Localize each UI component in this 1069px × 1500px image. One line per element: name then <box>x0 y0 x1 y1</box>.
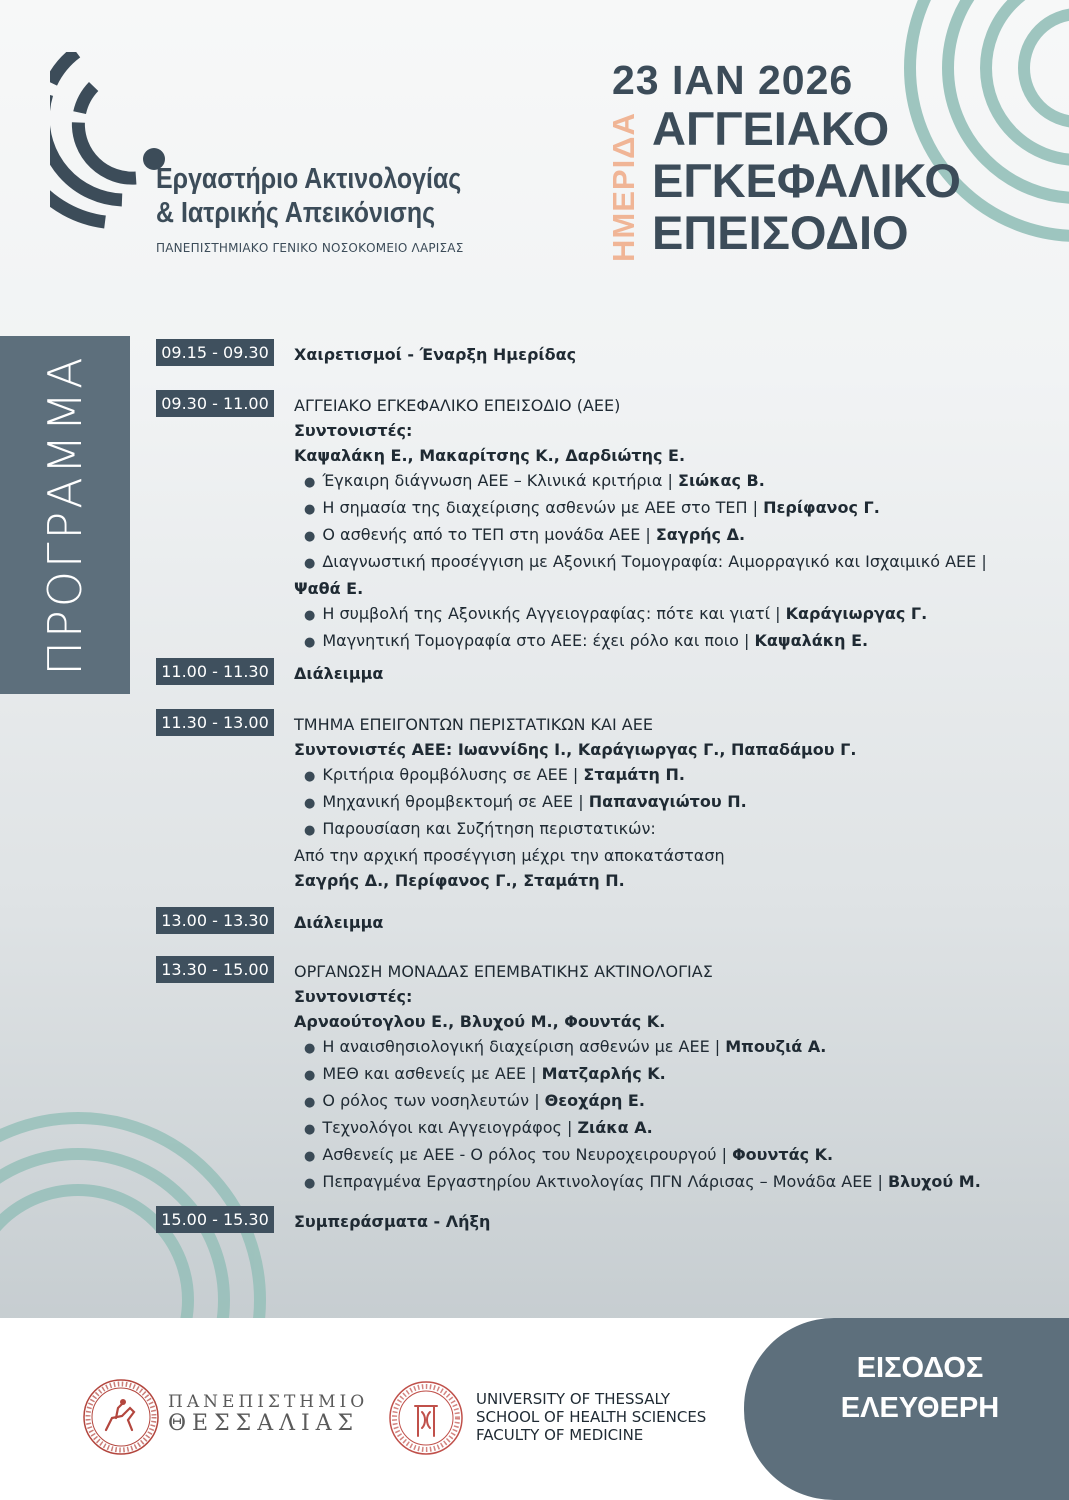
lab-name-line2: & Ιατρικής Απεικόνισης <box>156 197 436 229</box>
slot-content <box>294 1209 1054 1234</box>
talk-item <box>294 549 1054 576</box>
time-badge: 09.30 - 11.00 <box>156 390 274 417</box>
speaker-name: Σαγρής Δ. <box>655 525 746 544</box>
slot-content <box>294 342 1054 367</box>
line-text: Μαγνητική Τομογραφία στο ΑΕΕ: έχει ρόλο και ποιο | <box>322 631 755 650</box>
faculty-name-line2: SCHOOL OF HEALTH SCIENCES <box>476 1408 707 1426</box>
event-type: ΗΜΕΡΙΔΑ <box>606 112 641 262</box>
speaker-name: Σιώκας Β. <box>678 471 765 490</box>
talk-item <box>294 628 1054 655</box>
line-text: Πεπραγμένα Εργαστηρίου Ακτινολογίας ΠΓΝ Λάρισας – Μονάδα ΑΕΕ | <box>322 1172 888 1191</box>
time-badge: 15.00 - 15.30 <box>156 1206 274 1233</box>
session-line <box>294 1009 1054 1034</box>
speaker-name: Φουντάς Κ. <box>732 1145 834 1164</box>
entry-line2: ΕΛΕΥΘΕΡΗ <box>840 1392 1000 1424</box>
line-text: Έγκαιρη διάγνωση ΑΕΕ – Κλινικά κριτήρια | <box>322 471 679 490</box>
faculty-name-line1: UNIVERSITY OF THESSALY <box>476 1390 671 1408</box>
line-text: Από την αρχική προσέγγιση μέχρι την αποκατάσταση <box>294 846 725 865</box>
line-text: Ο ρόλος των νοσηλευτών | <box>322 1091 545 1110</box>
event-title-line2: ΕΓΚΕΦΑΛΙΚΟ <box>652 154 961 207</box>
talk-item <box>294 1088 1054 1115</box>
session-line <box>294 418 1054 443</box>
talk-item <box>294 1142 1054 1169</box>
talk-item <box>294 601 1054 628</box>
lab-name <box>156 162 461 230</box>
line-text: Διαγνωστική προσέγγιση με Αξονική Τομογραφία: Αιμορραγικό και Ισχαιμικό ΑΕΕ | <box>322 552 987 571</box>
speaker-name: Συμπεράσματα - Λήξη <box>294 1212 491 1231</box>
line-text: Η αναισθησιολογική διαχείριση ασθενών με ΑΕΕ | <box>322 1037 726 1056</box>
talk-item <box>294 468 1054 495</box>
university-name-line1: ΠΑΝΕΠΙΣΤΗΜΙΟ <box>168 1392 369 1412</box>
session-line <box>294 661 1054 686</box>
speaker-name: Σαγρής Δ., Περίφανος Γ., Σταμάτη Π. <box>294 871 625 890</box>
session-line <box>294 959 1054 984</box>
speaker-name: Διάλειμμα <box>294 913 384 932</box>
line-text: Κριτήρια θρομβόλυσης σε ΑΕΕ | <box>322 765 584 784</box>
speaker-name: Ματζαρλής Κ. <box>541 1064 666 1083</box>
speaker-name: Αρναούτογλου Ε., Βλυχού Μ., Φουντάς Κ. <box>294 1012 666 1031</box>
session-line <box>294 910 1054 935</box>
event-date: 23 ΙΑΝ 2026 <box>612 57 854 103</box>
session-line <box>294 342 1054 367</box>
time-badge: 09.15 - 09.30 <box>156 339 274 366</box>
event-title <box>652 103 961 259</box>
session-line <box>294 737 1054 762</box>
speaker-name: Θεοχάρη Ε. <box>544 1091 645 1110</box>
session-line <box>294 712 1054 737</box>
speaker-name: Διάλειμμα <box>294 664 384 683</box>
speaker-name: Καράγιωργας Γ. <box>785 604 928 623</box>
faculty-name <box>476 1390 706 1444</box>
line-text: Μηχανική θρομβεκτομή σε ΑΕΕ | <box>322 792 589 811</box>
session-line <box>294 868 1054 893</box>
session-line <box>294 1209 1054 1234</box>
slot-content <box>294 661 1054 686</box>
program-label: ΠΡΟΓΡΑΜΜΑ <box>38 354 92 676</box>
slot-content <box>294 959 1054 1196</box>
line-text: Παρουσίαση και Συζήτηση περιστατικών: <box>322 819 656 838</box>
speaker-name: Καψαλάκη Ε. <box>754 631 869 650</box>
talk-item <box>294 816 1054 843</box>
speaker-name: Μπουζιά Α. <box>725 1037 827 1056</box>
talk-item <box>294 762 1054 789</box>
session-line <box>294 576 1054 601</box>
session-line <box>294 393 1054 418</box>
talk-item <box>294 522 1054 549</box>
line-text: ΟΡΓΑΝΩΣΗ ΜΟΝΑΔΑΣ ΕΠΕΜΒΑΤΙΚΗΣ ΑΚΤΙΝΟΛΟΓΙΑΣ <box>294 962 713 981</box>
talk-item <box>294 1169 1054 1196</box>
speaker-name: Βλυχού Μ. <box>887 1172 981 1191</box>
speaker-name: Συντονιστές ΑΕΕ: Ιωαννίδης Ι., Καράγιωργας Γ., Παπαδάμου Γ. <box>294 740 857 759</box>
entry-text <box>820 1348 1020 1428</box>
slot-content <box>294 910 1054 935</box>
speaker-name: Ψαθά Ε. <box>294 579 364 598</box>
speaker-name: Συντονιστές: <box>294 421 413 440</box>
session-line <box>294 984 1054 1009</box>
slot-content <box>294 393 1054 655</box>
entry-line1: ΕΙΣΟΔΟΣ <box>856 1352 984 1384</box>
talk-item <box>294 1061 1054 1088</box>
talk-item <box>294 1115 1054 1142</box>
session-line <box>294 843 1054 868</box>
event-title-line3: ΕΠΕΙΣΟΔΙΟ <box>652 206 909 259</box>
medicine-faculty-seal-icon <box>388 1380 464 1456</box>
line-text: Η σημασία της διαχείρισης ασθενών με ΑΕΕ στο ΤΕΠ | <box>322 498 764 517</box>
faculty-name-line3: FACULTY OF MEDICINE <box>476 1426 644 1444</box>
line-text: Τεχνολόγοι και Αγγειογράφος | <box>322 1118 578 1137</box>
speaker-name: Καψαλάκη Ε., Μακαρίτσης Κ., Δαρδιώτης Ε. <box>294 446 686 465</box>
line-text: ΜΕΘ και ασθενείς με ΑΕΕ | <box>322 1064 542 1083</box>
speaker-name: Συντονιστές: <box>294 987 413 1006</box>
line-text: ΤΜΗΜΑ ΕΠΕΙΓΟΝΤΩΝ ΠΕΡΙΣΤΑΤΙΚΩΝ ΚΑΙ ΑΕΕ <box>294 715 653 734</box>
university-seal-icon <box>82 1378 160 1456</box>
university-name <box>168 1391 368 1435</box>
time-badge: 11.00 - 11.30 <box>156 658 274 685</box>
talk-item <box>294 789 1054 816</box>
time-badge: 13.00 - 13.30 <box>156 907 274 934</box>
speaker-name: Περίφανος Γ. <box>763 498 880 517</box>
speaker-name: Παπαναγιώτου Π. <box>588 792 747 811</box>
session-line <box>294 443 1054 468</box>
line-text: Ασθενείς με ΑΕΕ - Ο ρόλος του Νευροχειρουργού | <box>322 1145 733 1164</box>
time-badge: 13.30 - 15.00 <box>156 956 274 983</box>
speaker-name: Χαιρετισμοί - Έναρξη Ημερίδας <box>294 345 577 364</box>
talk-item <box>294 495 1054 522</box>
speaker-name: Ζιάκα Α. <box>577 1118 653 1137</box>
talk-item <box>294 1034 1054 1061</box>
line-text: ΑΓΓΕΙΑΚΟ ΕΓΚΕΦΑΛΙΚΟ ΕΠΕΙΣΟΔΙΟ (ΑΕΕ) <box>294 396 621 415</box>
line-text: Η συμβολή της Αξονικής Αγγειογραφίας: πότε και γιατί | <box>322 604 786 623</box>
time-badge: 11.30 - 13.00 <box>156 709 274 736</box>
university-name-line2: ΘΕΣΣΑΛΙΑΣ <box>168 1411 360 1436</box>
speaker-name: Σταμάτη Π. <box>583 765 685 784</box>
lab-name-line1: Εργαστήριο Ακτινολογίας <box>156 163 462 195</box>
slot-content <box>294 712 1054 893</box>
line-text: Ο ασθενής από το ΤΕΠ στη μονάδα ΑΕΕ | <box>322 525 656 544</box>
program-band <box>0 336 130 694</box>
event-title-line1: ΑΓΓΕΙΑΚΟ <box>652 102 890 155</box>
hospital-name: ΠΑΝΕΠΙΣΤΗΜΙΑΚΟ ΓΕΝΙΚΟ ΝΟΣΟΚΟΜΕΙΟ ΛΑΡΙΣΑΣ <box>156 241 464 255</box>
